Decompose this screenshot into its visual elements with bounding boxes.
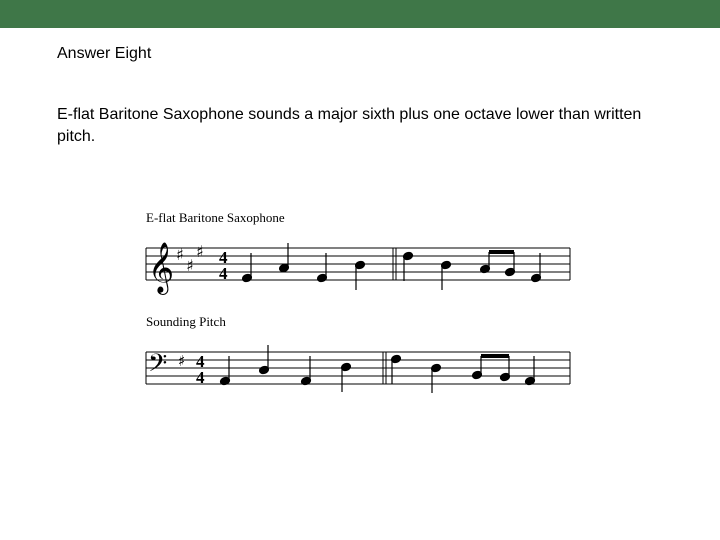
svg-text:4: 4 — [196, 352, 205, 371]
svg-text:4: 4 — [219, 248, 228, 267]
svg-text:♯: ♯ — [186, 256, 194, 275]
slide-body-text: E-flat Baritone Saxophone sounds a major sixth plus one octave lower than written pitch. — [57, 106, 642, 145]
svg-text:♯: ♯ — [196, 242, 204, 261]
written-notes — [242, 243, 542, 290]
key-signature-sharp: ♯ — [178, 352, 186, 370]
music-score — [140, 200, 580, 400]
svg-text:4: 4 — [196, 368, 205, 387]
written-time-signature — [219, 248, 228, 283]
bass-clef-icon: 𝄢 — [148, 349, 168, 384]
key-signature-sharps — [176, 242, 204, 275]
treble-clef-icon: 𝄞 — [148, 242, 175, 293]
sounding-staff-label: Sounding Pitch — [146, 314, 226, 329]
slide-title: Answer Eight — [57, 45, 152, 62]
header-bar — [0, 0, 720, 28]
svg-text:♯: ♯ — [176, 245, 184, 264]
sounding-time-signature — [196, 352, 205, 387]
written-staff-label: E-flat Baritone Saxophone — [146, 210, 285, 225]
svg-text:4: 4 — [219, 264, 228, 283]
